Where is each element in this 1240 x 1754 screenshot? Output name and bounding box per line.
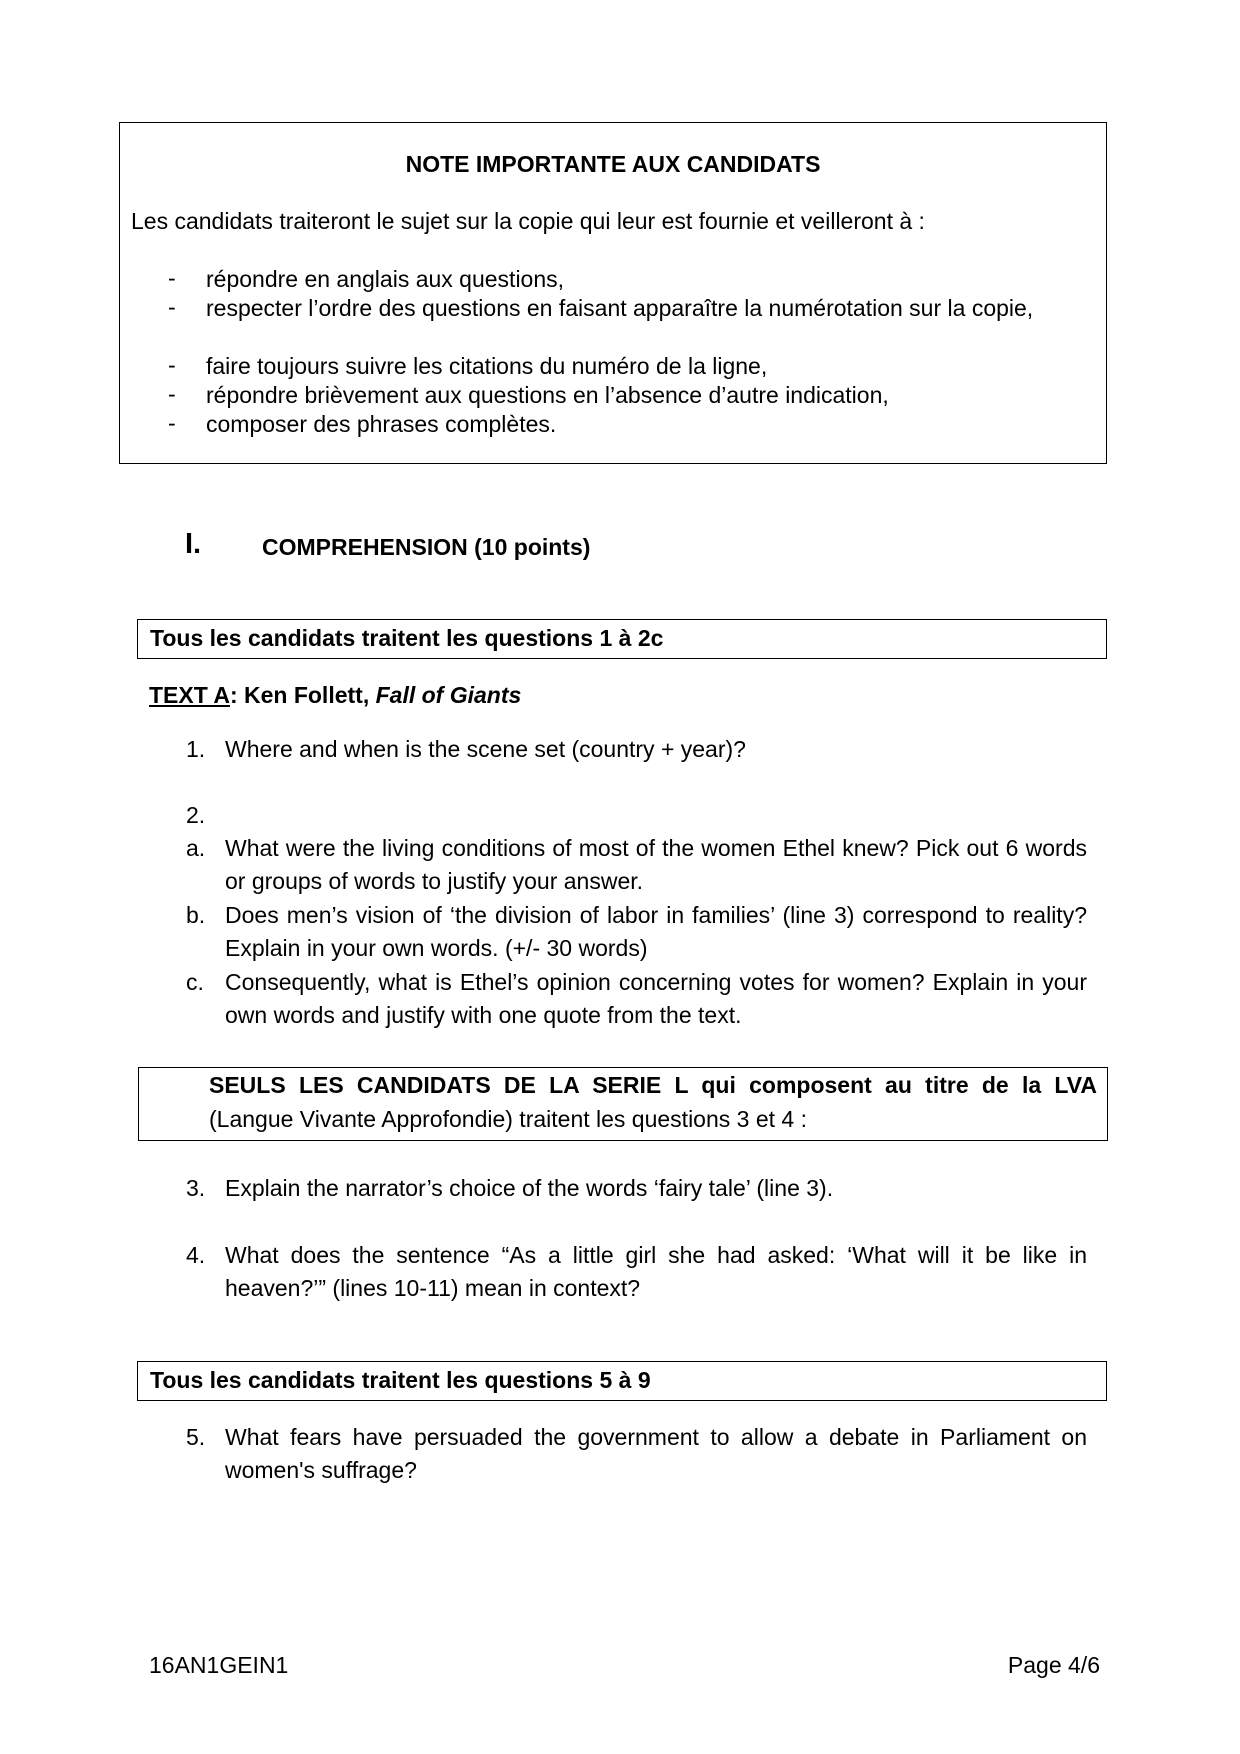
footer-page-number: Page 4/6	[1007, 1652, 1100, 1678]
question-text: Consequently, what is Ethel’s opinion concerning votes for women? Explain in your own words and justify with one quote from the text.	[225, 969, 1087, 1028]
section-title: COMPREHENSION (10 points)	[262, 534, 591, 560]
instruction-bar-all-2: Tous les candidats traitent les questions 5 à 9	[137, 1361, 1107, 1401]
question-letter: a.	[186, 835, 206, 861]
question-number: 4.	[186, 1242, 206, 1268]
question-letter: c.	[186, 969, 204, 995]
dash-bullet: -	[168, 265, 176, 291]
text-a-heading	[149, 682, 521, 709]
note-list	[120, 265, 1108, 439]
question-number: 1.	[186, 736, 206, 762]
note-title: NOTE IMPORTANTE AUX CANDIDATS	[405, 151, 821, 177]
list-item	[120, 352, 1108, 381]
dash-bullet: -	[168, 381, 176, 407]
serie-l-line2: (Langue Vivante Approfondie) traitent les questions 3 et 4 :	[209, 1106, 807, 1132]
question-text: Does men’s vision of ‘the division of labor in families’ (line 3) correspond to reality? Explain in your own words. (+/- 30 words)	[225, 902, 1087, 961]
text-a-title: Fall of Giants	[375, 682, 522, 708]
list-item	[120, 410, 1108, 439]
question-number: 5.	[186, 1424, 206, 1450]
note-item-text: respecter l’ordre des questions en faisant apparaître la numérotation sur la copie,	[206, 295, 1034, 321]
question-text: Where and when is the scene set (country + year)?	[225, 736, 746, 762]
serie-l-box	[138, 1067, 1108, 1141]
note-item-text: répondre brièvement aux questions en l’absence d’autre indication,	[206, 382, 889, 408]
question-text: What fears have persuaded the government to allow a debate in Parliament on women's suffrage?	[225, 1424, 1087, 1483]
instruction-bar-all-1: Tous les candidats traitent les questions 1 à 2c	[137, 619, 1107, 659]
question-text: What does the sentence “As a little girl she had asked: ‘What will it be like in heaven?’” (lines 10-11) mean in context?	[225, 1242, 1087, 1301]
question-number: 2.	[186, 802, 206, 828]
question-text: Explain the narrator’s choice of the words ‘fairy tale’ (line 3).	[225, 1175, 834, 1201]
dash-bullet: -	[168, 410, 176, 436]
text-a-label: TEXT A	[149, 682, 230, 708]
text-a-author: : Ken Follett,	[229, 682, 376, 708]
important-note-box	[119, 122, 1107, 464]
note-intro: Les candidats traiteront le sujet sur la copie qui leur est fournie et veilleront à :	[131, 208, 925, 234]
note-item-text: composer des phrases complètes.	[206, 411, 557, 437]
question-number: 3.	[186, 1175, 206, 1201]
question-letter: b.	[186, 902, 206, 928]
footer-exam-code: 16AN1GEIN1	[149, 1652, 289, 1678]
note-item-text: répondre en anglais aux questions,	[206, 266, 565, 292]
list-item	[120, 381, 1108, 410]
section-number: I.	[185, 528, 202, 560]
note-item-text: faire toujours suivre les citations du numéro de la ligne,	[206, 353, 768, 379]
list-item	[120, 294, 1108, 352]
serie-l-line1: SEULS LES CANDIDATS DE LA SERIE L qui composent au titre de la LVA	[209, 1072, 1097, 1098]
dash-bullet: -	[168, 352, 176, 378]
question-text: What were the living conditions of most of the women Ethel knew? Pick out 6 words or groups of words to justify your answer.	[225, 835, 1087, 894]
dash-bullet: -	[168, 294, 176, 320]
list-item	[120, 265, 1108, 294]
